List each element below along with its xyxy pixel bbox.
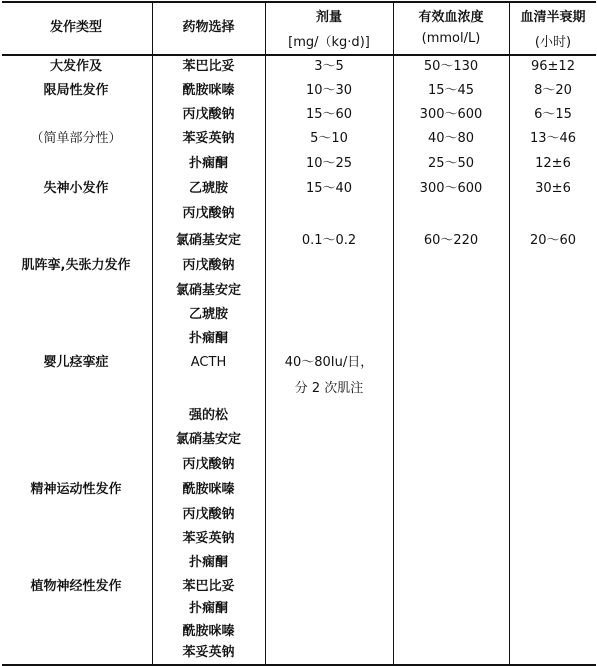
half-life-value: 20～60 bbox=[529, 233, 577, 248]
drug-name: 扑痫酮 bbox=[188, 601, 228, 616]
drug-name: 酰胺咪嗪 bbox=[182, 482, 235, 497]
seizure-type: 婴儿痉挛症 bbox=[43, 355, 109, 370]
drug-name: 苯妥英钠 bbox=[182, 531, 235, 546]
dose-value: 40～80Iu/日， bbox=[284, 355, 374, 370]
concentration-value: 50～130 bbox=[423, 59, 479, 74]
drug-name: 苯巴比妥 bbox=[182, 579, 235, 594]
column-divider bbox=[509, 1, 510, 665]
dose-value: 15～60 bbox=[305, 107, 353, 122]
concentration-value: 15～45 bbox=[427, 83, 475, 98]
column-divider bbox=[393, 1, 394, 665]
drug-name: 强的松 bbox=[188, 408, 228, 423]
header-bottom-border bbox=[2, 54, 596, 56]
dose-value: 15～40 bbox=[305, 181, 353, 196]
dose-value: 5～10 bbox=[310, 131, 348, 146]
dose-value: 10～30 bbox=[305, 83, 353, 98]
seizure-type: 肌阵挛,失张力发作 bbox=[21, 258, 131, 273]
header-dose: 剂量 bbox=[315, 10, 342, 25]
drug-name: 酰胺咪嗪 bbox=[182, 624, 235, 639]
drug-name: 乙琥胺 bbox=[188, 307, 228, 322]
drug-name: 氯硝基安定 bbox=[175, 283, 241, 298]
drug-name: ACTH bbox=[190, 355, 227, 370]
dose-value: 分 2 次肌注 bbox=[294, 381, 364, 396]
drug-name: 丙戊酸钠 bbox=[182, 507, 235, 522]
drug-name: 扑痫酮 bbox=[188, 331, 228, 346]
drug-name: 苯巴比妥 bbox=[182, 59, 235, 74]
seizure-type: （简单部分性） bbox=[30, 131, 122, 146]
dose-value: 3～5 bbox=[314, 59, 344, 74]
header-drug: 药物选择 bbox=[182, 20, 235, 35]
concentration-value: 60～220 bbox=[423, 233, 479, 248]
drug-name: 丙戊酸钠 bbox=[182, 258, 235, 273]
concentration-value: 300～600 bbox=[419, 107, 483, 122]
half-life-value: 6～15 bbox=[534, 107, 572, 122]
drug-name: 氯硝基安定 bbox=[175, 233, 241, 248]
half-life-value: 30±6 bbox=[535, 181, 571, 196]
dose-value: 10～25 bbox=[305, 156, 353, 171]
seizure-type: 失神小发作 bbox=[43, 181, 109, 196]
header-concentration-unit: (mmol/L) bbox=[421, 31, 481, 46]
header-half-life-unit: (小时) bbox=[534, 35, 572, 50]
header-type: 发作类型 bbox=[49, 20, 102, 35]
seizure-type: 大发作及 bbox=[49, 59, 102, 74]
half-life-value: 13～46 bbox=[529, 131, 577, 146]
drug-name: 丙戊酸钠 bbox=[182, 107, 235, 122]
seizure-type: 植物神经性发作 bbox=[30, 579, 122, 594]
drug-name: 酰胺咪嗪 bbox=[182, 83, 235, 98]
dose-value: 0.1～0.2 bbox=[301, 233, 357, 248]
half-life-value: 12±6 bbox=[535, 156, 571, 171]
header-dose-unit: [mg/（kg·d)] bbox=[288, 35, 370, 50]
drug-name: 苯妥英钠 bbox=[182, 131, 235, 146]
drug-name: 扑痫酮 bbox=[188, 555, 228, 570]
drug-name: 扑痫酮 bbox=[188, 156, 228, 171]
drug-name: 丙戊酸钠 bbox=[182, 206, 235, 221]
seizure-type: 限局性发作 bbox=[43, 83, 109, 98]
column-divider bbox=[265, 1, 266, 665]
concentration-value: 300～600 bbox=[419, 181, 483, 196]
concentration-value: 25～50 bbox=[427, 156, 475, 171]
seizure-type: 精神运动性发作 bbox=[30, 482, 122, 497]
drug-name: 乙琥胺 bbox=[188, 181, 228, 196]
drug-name: 氯硝基安定 bbox=[175, 432, 241, 447]
header-half-life: 血清半衰期 bbox=[520, 10, 586, 25]
table-top-border bbox=[2, 1, 596, 3]
half-life-value: 8～20 bbox=[534, 83, 572, 98]
drug-name: 苯妥英钠 bbox=[182, 645, 235, 660]
half-life-value: 96±12 bbox=[531, 59, 575, 74]
header-concentration: 有效血浓度 bbox=[418, 10, 484, 25]
concentration-value: 40～80 bbox=[427, 131, 475, 146]
drug-name: 丙戊酸钠 bbox=[182, 457, 235, 472]
